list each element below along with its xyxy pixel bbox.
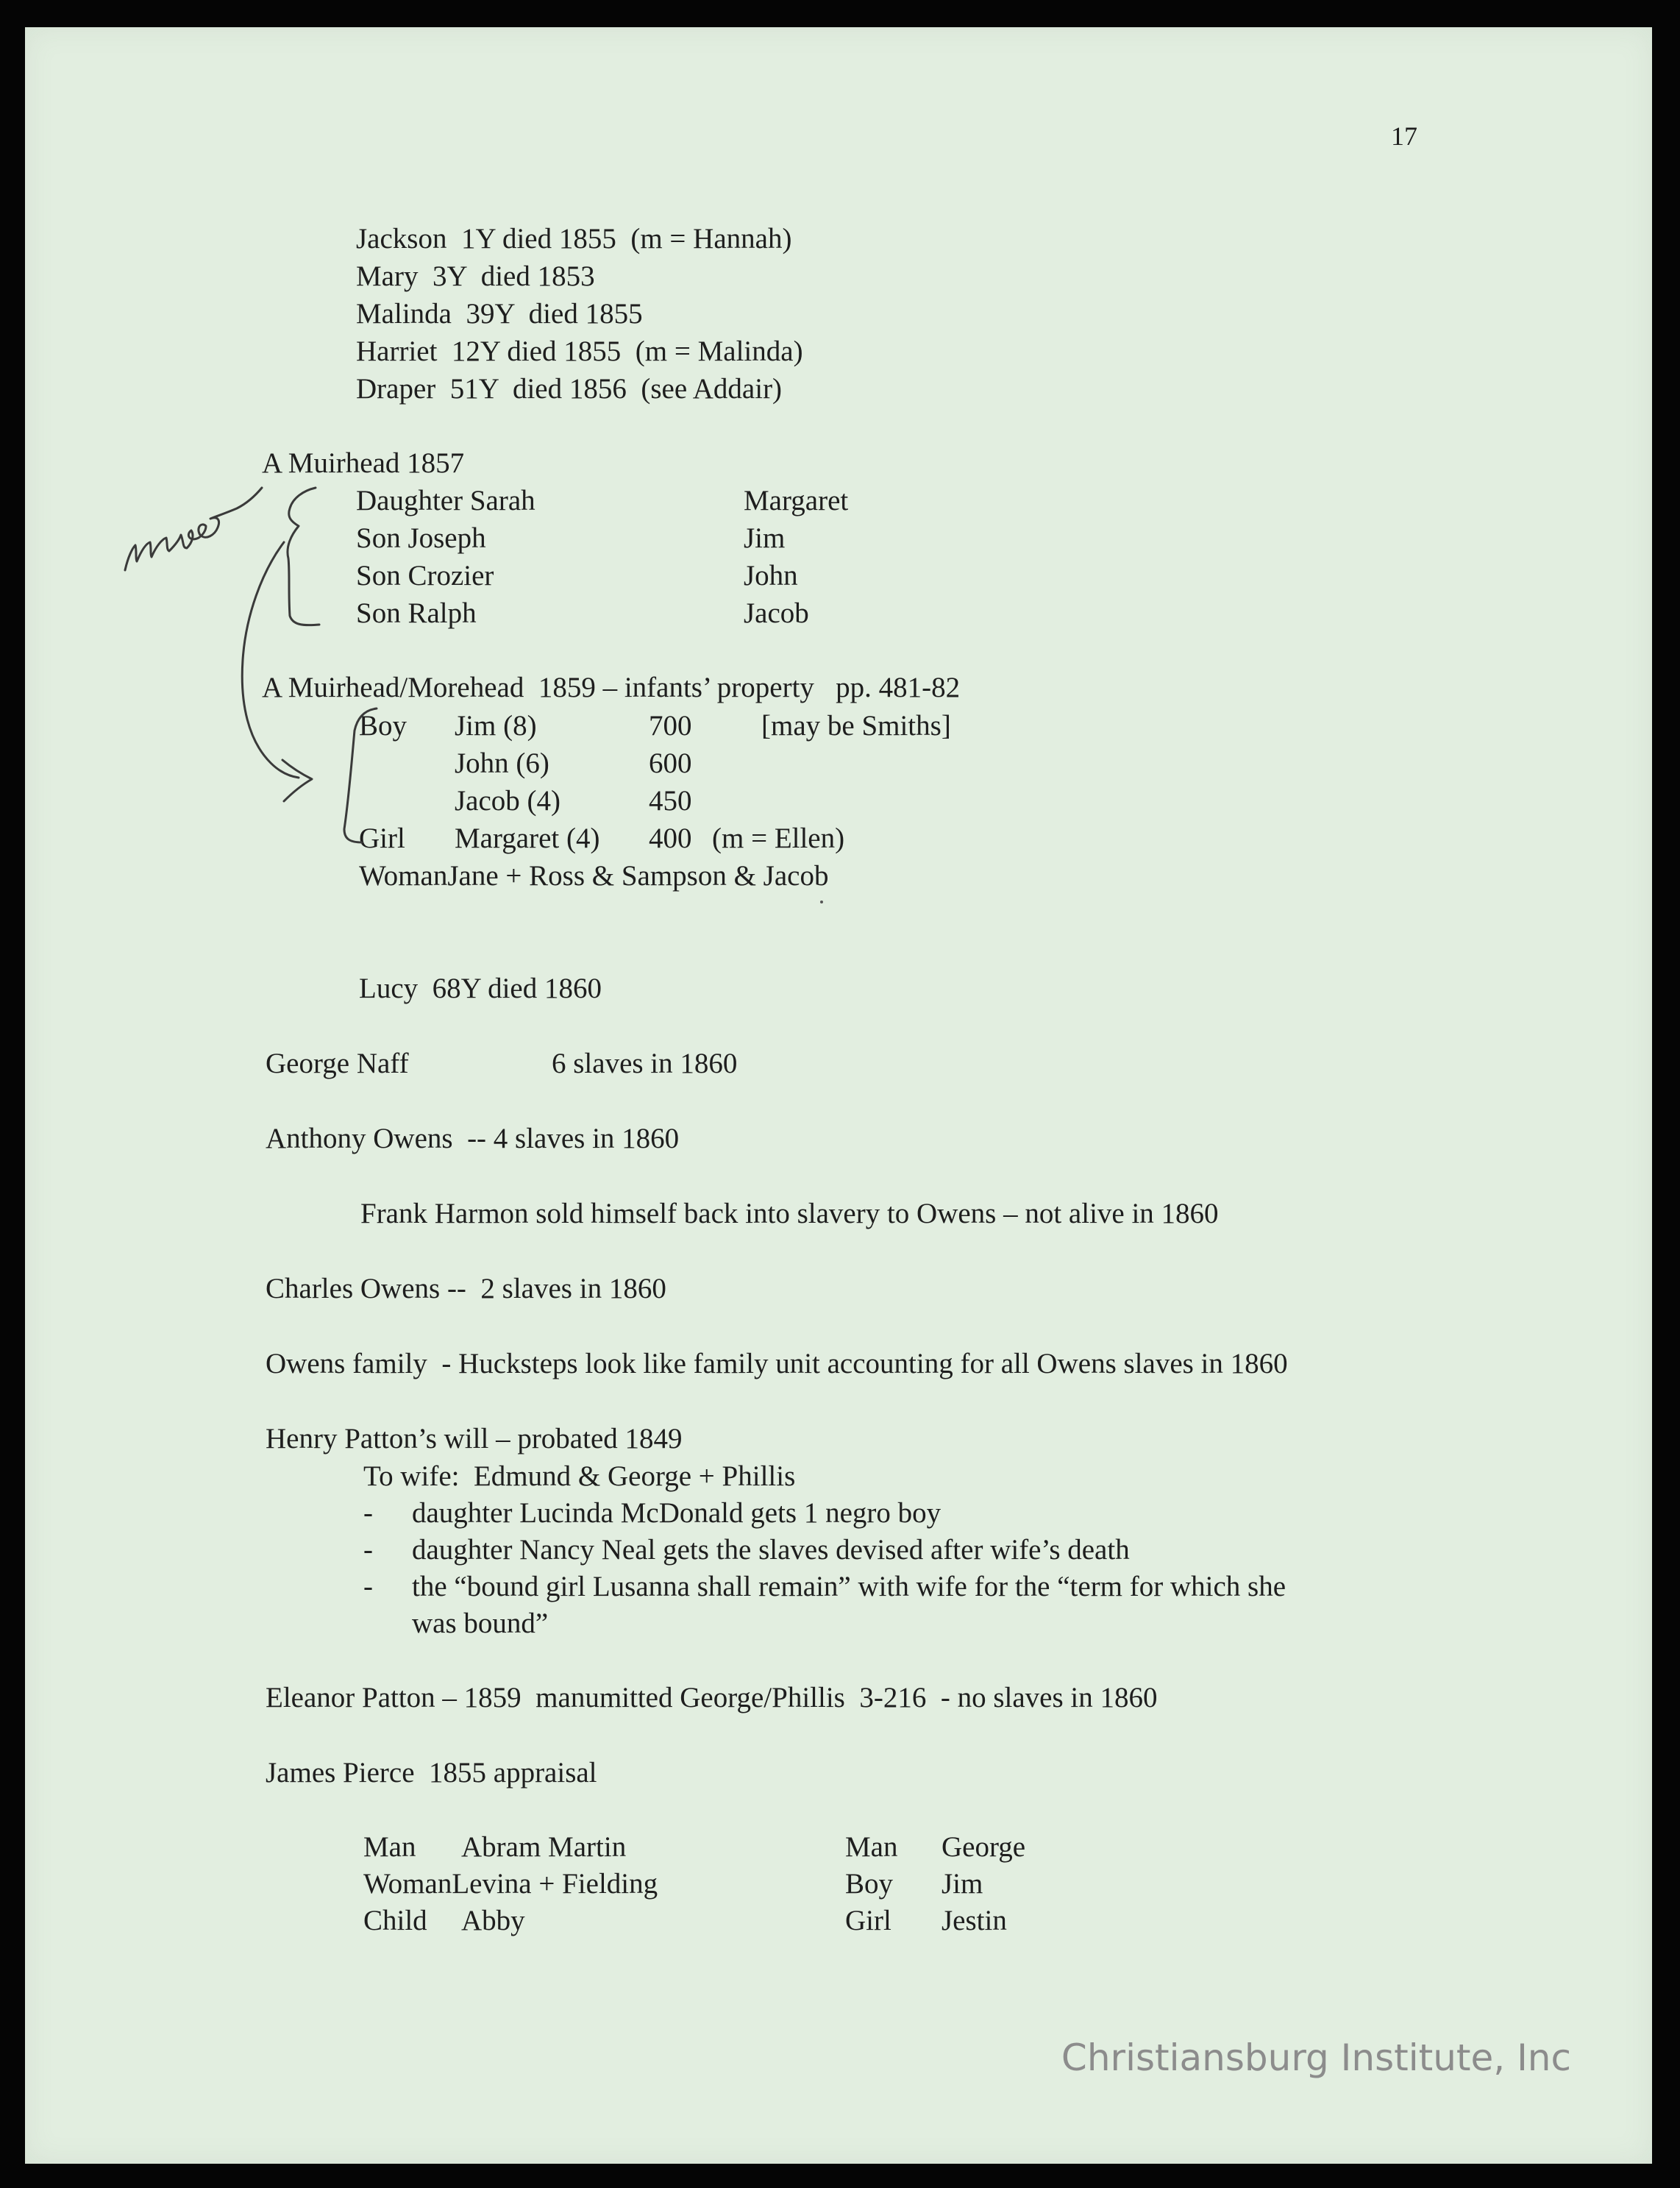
- muirhead-1859-value-2: 450: [649, 785, 692, 817]
- pierce-right-name-0: George: [942, 1831, 1026, 1863]
- page-number: 17: [1391, 121, 1417, 151]
- muirhead-1859-value-1: 600: [649, 747, 692, 779]
- naff-name: George Naff: [266, 1048, 409, 1079]
- arrow-curve: [242, 542, 299, 778]
- pierce-left-type-2: Child: [363, 1905, 427, 1936]
- arrow-head: [282, 760, 312, 801]
- muirhead-1857-left-2: Son Crozier: [356, 560, 494, 592]
- owens-family: Owens family - Hucksteps look like family unit accounting for all Owens slaves in 1860: [266, 1348, 1288, 1379]
- bullet-dash: -: [363, 1534, 373, 1566]
- patton-will-heading: Henry Patton’s will – probated 1849: [266, 1423, 683, 1454]
- handwritten-muse: [125, 488, 262, 570]
- entry-jackson: Jackson 1Y died 1855 (m = Hannah): [356, 223, 792, 255]
- bracket-1857: [288, 488, 319, 625]
- frank-harmon: Frank Harmon sold himself back into slavery to Owens – not alive in 1860: [360, 1198, 1219, 1229]
- muirhead-1857-heading: A Muirhead 1857: [262, 447, 465, 479]
- muirhead-1857-left-0: Daughter Sarah: [356, 485, 535, 516]
- entry-mary: Mary 3Y died 1853: [356, 260, 595, 292]
- muirhead-1857-left-1: Son Joseph: [356, 522, 486, 554]
- muirhead-1857-right-2: John: [744, 560, 798, 592]
- muirhead-1859-name-0: Jim (8): [455, 710, 537, 742]
- pierce-left-name-0: Abram Martin: [461, 1831, 627, 1863]
- pierce-left-type-1: WomanLevina + Fielding: [363, 1868, 658, 1900]
- muirhead-1859-note-0: [may be Smiths]: [761, 710, 951, 742]
- muirhead-1859-value-0: 700: [649, 710, 692, 742]
- muirhead-1857-left-3: Son Ralph: [356, 597, 477, 629]
- pierce-right-name-1: Jim: [942, 1868, 983, 1900]
- patton-item-2: the “bound girl Lusanna shall remain” with wife for the “term for which she: [412, 1571, 1286, 1602]
- muirhead-1859-woman: WomanJane + Ross & Sampson & Jacob: [359, 860, 829, 892]
- entry-harriet: Harriet 12Y died 1855 (m = Malinda): [356, 335, 803, 367]
- bracket-1859: [344, 708, 377, 842]
- ink-dot: [820, 901, 823, 903]
- pierce-right-type-2: Girl: [845, 1905, 891, 1936]
- entry-draper: Draper 51Y died 1856 (see Addair): [356, 373, 783, 405]
- patton-item-0: daughter Lucinda McDonald gets 1 negro boy: [412, 1497, 942, 1529]
- bullet-dash: -: [363, 1497, 373, 1529]
- anthony-owens: Anthony Owens -- 4 slaves in 1860: [266, 1123, 680, 1154]
- pierce-left-type-0: Man: [363, 1831, 416, 1863]
- muirhead-1859-name-1: John (6): [455, 747, 549, 779]
- pierce-right-type-1: Boy: [845, 1868, 894, 1900]
- muirhead-1859-name-2: Jacob (4): [455, 785, 561, 817]
- handwritten-annotations: [25, 27, 1652, 2164]
- bullet-dash: -: [363, 1571, 373, 1602]
- pierce-right-type-0: Man: [845, 1831, 898, 1863]
- naff-value: 6 slaves in 1860: [552, 1048, 738, 1079]
- entry-lucy: Lucy 68Y died 1860: [359, 973, 602, 1004]
- eleanor-patton: Eleanor Patton – 1859 manumitted George/Phillis 3-216 - no slaves in 1860: [266, 1682, 1158, 1713]
- patton-item-3: was bound”: [412, 1608, 549, 1639]
- charles-owens: Charles Owens -- 2 slaves in 1860: [266, 1273, 666, 1304]
- patton-to-wife: To wife: Edmund & George + Phillis: [363, 1460, 796, 1492]
- muirhead-1859-value-3: 400: [649, 823, 692, 854]
- entry-malinda: Malinda 39Y died 1855: [356, 298, 643, 330]
- muirhead-1859-heading: A Muirhead/Morehead 1859 – infants’ property pp. 481-82: [262, 672, 961, 703]
- muirhead-1857-right-1: Jim: [744, 522, 786, 554]
- muirhead-1859-type-3: Girl: [359, 823, 405, 854]
- patton-item-1: daughter Nancy Neal gets the slaves devised after wife’s death: [412, 1534, 1130, 1566]
- muirhead-1857-right-3: Jacob: [744, 597, 809, 629]
- muirhead-1857-right-0: Margaret: [744, 485, 849, 516]
- james-pierce-heading: James Pierce 1855 appraisal: [266, 1757, 597, 1789]
- muirhead-1859-name-3: Margaret (4): [455, 823, 600, 854]
- watermark: Christiansburg Institute, Inc: [1061, 2036, 1571, 2079]
- pierce-right-name-2: Jestin: [942, 1905, 1007, 1936]
- pierce-left-name-2: Abby: [461, 1905, 525, 1936]
- muirhead-1859-type-0: Boy: [359, 710, 407, 742]
- muirhead-1859-note-3: (m = Ellen): [712, 823, 845, 854]
- document-page: [25, 27, 1652, 2164]
